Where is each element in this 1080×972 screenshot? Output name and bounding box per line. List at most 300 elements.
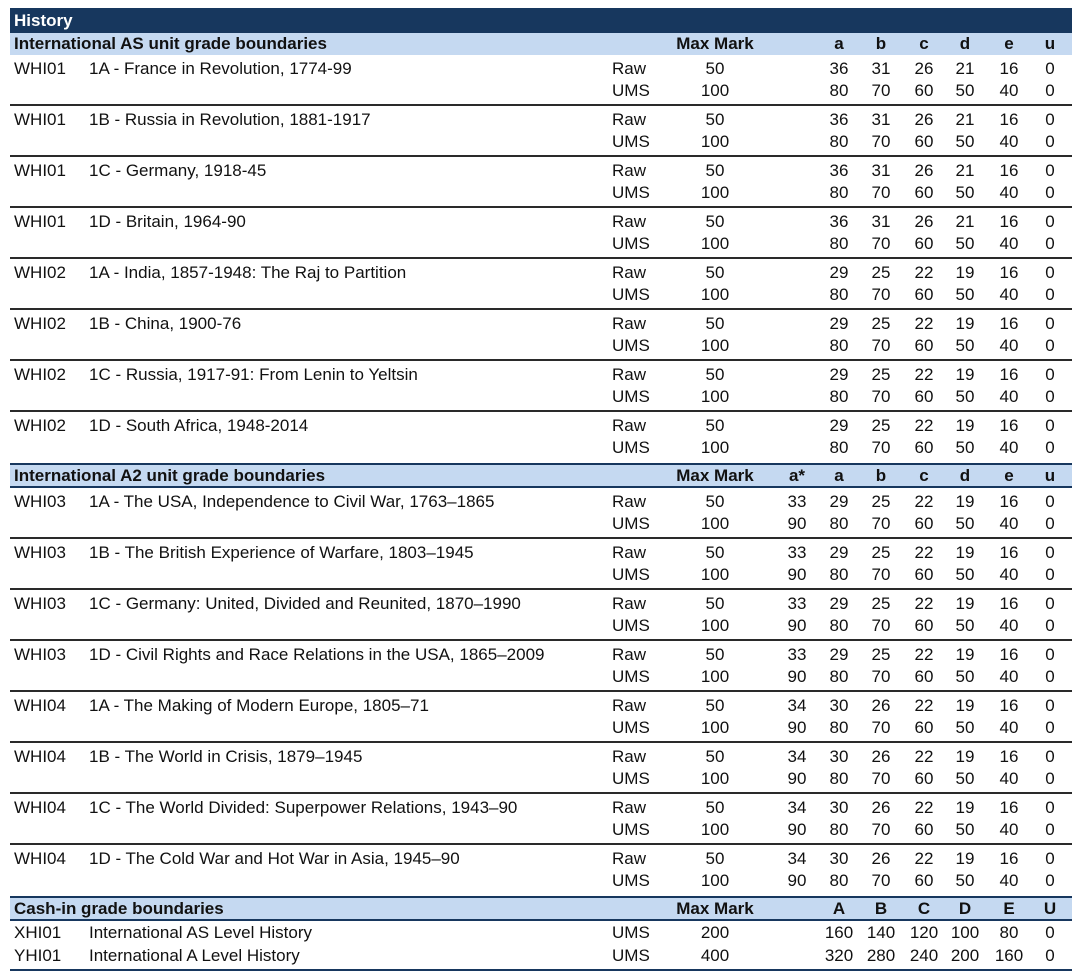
boundary-value: 0 <box>1045 667 1055 686</box>
mark-type: Raw <box>612 365 647 384</box>
boundary-value: 70 <box>871 132 891 151</box>
max-mark: 100 <box>700 234 730 253</box>
boundary-value: 31 <box>871 212 891 231</box>
boundary-value: 50 <box>955 336 975 355</box>
mark-type: UMS <box>612 565 650 584</box>
boundary-value: 19 <box>955 747 975 766</box>
raw-row <box>10 644 1072 666</box>
boundary-value: 31 <box>871 161 891 180</box>
cash-grade-heading: U <box>1043 899 1057 918</box>
a2-unit-list <box>10 488 1072 896</box>
boundary-value: 60 <box>914 183 934 202</box>
boundary-value: 50 <box>955 285 975 304</box>
raw-row <box>10 542 1072 564</box>
cash-grade-heading: C <box>917 899 931 918</box>
boundary-value: 50 <box>955 565 975 584</box>
max-mark: 100 <box>700 183 730 202</box>
unit-row <box>10 590 1072 641</box>
boundary-value: 60 <box>914 565 934 584</box>
boundary-value: 70 <box>871 336 891 355</box>
boundary-value: 40 <box>999 132 1019 151</box>
max-mark: 50 <box>705 492 725 511</box>
boundary-value: 40 <box>999 234 1019 253</box>
boundary-value: 70 <box>871 234 891 253</box>
boundary-value: 26 <box>871 747 891 766</box>
boundary-value: 80 <box>829 387 849 406</box>
boundary-value: 26 <box>914 212 934 231</box>
max-mark: 50 <box>705 543 725 562</box>
max-mark: 50 <box>705 849 725 868</box>
boundary-value: 70 <box>871 667 891 686</box>
ums-row <box>10 335 1072 357</box>
as-grade-heading: u <box>1044 34 1056 53</box>
boundary-value: 40 <box>999 514 1019 533</box>
ums-row <box>10 233 1072 255</box>
raw-row <box>10 160 1072 182</box>
boundary-value: 29 <box>829 543 849 562</box>
boundary-value: 33 <box>787 594 807 613</box>
boundary-value: 0 <box>1045 492 1055 511</box>
boundary-value: 0 <box>1045 416 1055 435</box>
as-max-mark-heading: Max Mark <box>676 34 754 53</box>
boundary-value: 60 <box>914 387 934 406</box>
boundary-value: 0 <box>1045 565 1055 584</box>
unit-code: WHI04 <box>14 798 66 817</box>
boundary-value: 80 <box>999 923 1019 942</box>
boundary-value: 19 <box>955 416 975 435</box>
boundary-value: 19 <box>955 365 975 384</box>
boundary-value: 0 <box>1045 747 1055 766</box>
boundary-value: 16 <box>999 110 1019 129</box>
max-mark: 100 <box>700 514 730 533</box>
boundary-value: 0 <box>1045 59 1055 78</box>
boundary-value: 0 <box>1045 387 1055 406</box>
boundary-value: 31 <box>871 110 891 129</box>
boundary-value: 25 <box>871 645 891 664</box>
unit-title: 1B - China, 1900-76 <box>89 314 242 333</box>
ums-row <box>10 768 1072 790</box>
boundary-value: 34 <box>787 747 807 766</box>
max-mark: 100 <box>700 387 730 406</box>
boundary-value: 80 <box>829 769 849 788</box>
max-mark: 100 <box>700 285 730 304</box>
boundary-value: 19 <box>955 543 975 562</box>
boundary-value: 30 <box>829 696 849 715</box>
mark-type: UMS <box>612 616 650 635</box>
a2-grade-heading: a* <box>788 466 806 485</box>
unit-row <box>10 361 1072 412</box>
boundary-value: 0 <box>1045 543 1055 562</box>
unit-row <box>10 259 1072 310</box>
boundary-value: 280 <box>866 946 896 965</box>
cash-row-list <box>10 921 1072 967</box>
boundary-value: 16 <box>999 798 1019 817</box>
boundary-value: 16 <box>999 314 1019 333</box>
max-mark: 50 <box>705 696 725 715</box>
boundary-value: 19 <box>955 696 975 715</box>
unit-title: 1A - France in Revolution, 1774-99 <box>89 59 352 78</box>
unit-title: 1C - Russia, 1917-91: From Lenin to Yeltsin <box>89 365 418 384</box>
cash-grade-heading: A <box>832 899 846 918</box>
boundary-value: 100 <box>950 923 980 942</box>
unit-title: 1D - South Africa, 1948-2014 <box>89 416 309 435</box>
boundary-value: 60 <box>914 132 934 151</box>
mark-type: UMS <box>612 285 650 304</box>
mark-type: UMS <box>612 132 650 151</box>
boundary-value: 16 <box>999 849 1019 868</box>
subject-title: History <box>10 8 1072 33</box>
boundary-value: 200 <box>950 946 980 965</box>
boundary-value: 22 <box>914 747 934 766</box>
unit-code: WHI03 <box>14 645 66 664</box>
mark-type: UMS <box>612 923 650 942</box>
boundary-value: 16 <box>999 696 1019 715</box>
ums-row <box>10 564 1072 586</box>
boundary-value: 22 <box>914 543 934 562</box>
boundary-value: 50 <box>955 234 975 253</box>
a2-grade-heading: d <box>959 466 971 485</box>
boundary-value: 140 <box>866 923 896 942</box>
boundary-value: 70 <box>871 514 891 533</box>
boundary-value: 50 <box>955 616 975 635</box>
ums-row <box>10 819 1072 841</box>
unit-code: WHI01 <box>14 110 66 129</box>
boundary-value: 50 <box>955 769 975 788</box>
max-mark: 50 <box>705 314 725 333</box>
boundary-value: 70 <box>871 565 891 584</box>
boundary-value: 60 <box>914 285 934 304</box>
mark-type: Raw <box>612 314 647 333</box>
max-mark: 50 <box>705 212 725 231</box>
boundary-value: 36 <box>829 59 849 78</box>
raw-row <box>10 848 1072 870</box>
max-mark: 100 <box>700 820 730 839</box>
max-mark: 50 <box>705 747 725 766</box>
boundary-value: 0 <box>1045 314 1055 333</box>
boundary-value: 90 <box>787 820 807 839</box>
boundary-value: 80 <box>829 616 849 635</box>
unit-row <box>10 539 1072 590</box>
max-mark: 100 <box>700 769 730 788</box>
unit-row <box>10 208 1072 259</box>
unit-row <box>10 641 1072 692</box>
boundary-value: 90 <box>787 616 807 635</box>
unit-row <box>10 55 1072 106</box>
boundary-value: 40 <box>999 871 1019 890</box>
boundary-value: 16 <box>999 747 1019 766</box>
boundary-value: 29 <box>829 365 849 384</box>
a2-section-header <box>10 463 1072 488</box>
boundary-value: 26 <box>914 59 934 78</box>
boundary-value: 19 <box>955 263 975 282</box>
unit-code: WHI03 <box>14 492 66 511</box>
unit-title: 1C - The World Divided: Superpower Relations, 1943–90 <box>89 798 518 817</box>
cash-grade-heading: E <box>1003 899 1015 918</box>
unit-row <box>10 106 1072 157</box>
boundary-value: 0 <box>1045 161 1055 180</box>
ums-row <box>10 386 1072 408</box>
as-grade-heading: b <box>875 34 887 53</box>
boundary-value: 50 <box>955 514 975 533</box>
boundary-value: 21 <box>955 212 975 231</box>
unit-code: WHI02 <box>14 365 66 384</box>
boundary-value: 80 <box>829 514 849 533</box>
max-mark: 200 <box>700 923 730 942</box>
boundary-value: 22 <box>914 849 934 868</box>
unit-code: WHI02 <box>14 263 66 282</box>
table-bottom-rule <box>10 969 1072 971</box>
boundary-value: 50 <box>955 387 975 406</box>
raw-row <box>10 695 1072 717</box>
boundary-value: 60 <box>914 81 934 100</box>
boundary-value: 40 <box>999 285 1019 304</box>
boundary-value: 26 <box>914 110 934 129</box>
boundary-value: 16 <box>999 365 1019 384</box>
boundary-value: 0 <box>1045 212 1055 231</box>
mark-type: Raw <box>612 747 647 766</box>
boundary-value: 80 <box>829 871 849 890</box>
boundary-value: 40 <box>999 183 1019 202</box>
unit-code: WHI01 <box>14 212 66 231</box>
boundary-value: 80 <box>829 336 849 355</box>
boundary-value: 0 <box>1045 718 1055 737</box>
boundary-value: 70 <box>871 871 891 890</box>
boundary-value: 0 <box>1045 234 1055 253</box>
boundary-value: 25 <box>871 492 891 511</box>
boundary-value: 90 <box>787 871 807 890</box>
mark-type: UMS <box>612 514 650 533</box>
a2-section-heading: International A2 unit grade boundaries <box>14 466 326 485</box>
raw-row <box>10 313 1072 335</box>
boundary-value: 40 <box>999 616 1019 635</box>
max-mark: 100 <box>700 616 730 635</box>
boundary-value: 70 <box>871 183 891 202</box>
boundary-value: 25 <box>871 594 891 613</box>
boundary-value: 0 <box>1045 769 1055 788</box>
max-mark: 50 <box>705 263 725 282</box>
mark-type: UMS <box>612 718 650 737</box>
boundary-value: 25 <box>871 314 891 333</box>
unit-code: WHI03 <box>14 594 66 613</box>
as-grade-heading: e <box>1004 34 1014 53</box>
boundary-value: 50 <box>955 718 975 737</box>
boundary-value: 0 <box>1045 285 1055 304</box>
boundary-value: 0 <box>1045 616 1055 635</box>
boundary-value: 16 <box>999 161 1019 180</box>
boundary-value: 29 <box>829 416 849 435</box>
boundary-value: 70 <box>871 616 891 635</box>
mark-type: Raw <box>612 161 647 180</box>
boundary-value: 30 <box>829 849 849 868</box>
unit-row <box>10 157 1072 208</box>
cash-grade-heading: B <box>874 899 888 918</box>
boundary-value: 70 <box>871 769 891 788</box>
raw-row <box>10 746 1072 768</box>
boundary-value: 70 <box>871 438 891 457</box>
boundary-value: 26 <box>871 849 891 868</box>
boundary-value: 120 <box>909 923 939 942</box>
boundary-value: 19 <box>955 645 975 664</box>
raw-row <box>10 109 1072 131</box>
raw-row <box>10 262 1072 284</box>
boundary-value: 60 <box>914 667 934 686</box>
as-grade-heading: d <box>959 34 971 53</box>
max-mark: 50 <box>705 110 725 129</box>
unit-code: WHI02 <box>14 314 66 333</box>
boundary-value: 30 <box>829 747 849 766</box>
unit-row <box>10 310 1072 361</box>
boundary-value: 80 <box>829 667 849 686</box>
boundary-value: 33 <box>787 543 807 562</box>
qualification-code: XHI01 <box>14 923 62 942</box>
boundary-value: 33 <box>787 645 807 664</box>
qualification-title: International AS Level History <box>89 923 313 942</box>
max-mark: 100 <box>700 438 730 457</box>
boundary-value: 0 <box>1045 820 1055 839</box>
mark-type: Raw <box>612 798 647 817</box>
mark-type: Raw <box>612 645 647 664</box>
mark-type: Raw <box>612 59 647 78</box>
as-grade-heading: a <box>834 34 844 53</box>
boundary-value: 0 <box>1045 183 1055 202</box>
boundary-value: 25 <box>871 416 891 435</box>
mark-type: Raw <box>612 492 647 511</box>
mark-type: Raw <box>612 543 647 562</box>
raw-row <box>10 491 1072 513</box>
grade-boundaries-table <box>10 8 1072 971</box>
boundary-value: 16 <box>999 543 1019 562</box>
boundary-value: 40 <box>999 820 1019 839</box>
boundary-value: 22 <box>914 645 934 664</box>
unit-code: WHI02 <box>14 416 66 435</box>
a2-grade-heading: e <box>1004 466 1014 485</box>
unit-code: WHI03 <box>14 543 66 562</box>
boundary-value: 70 <box>871 81 891 100</box>
unit-code: WHI04 <box>14 696 66 715</box>
mark-type: Raw <box>612 212 647 231</box>
unit-title: 1C - Germany: United, Divided and Reunited, 1870–1990 <box>89 594 521 613</box>
boundary-value: 40 <box>999 667 1019 686</box>
boundary-value: 50 <box>955 820 975 839</box>
unit-title: 1A - India, 1857-1948: The Raj to Partition <box>89 263 407 282</box>
boundary-value: 22 <box>914 492 934 511</box>
unit-code: WHI01 <box>14 59 66 78</box>
boundary-value: 22 <box>914 696 934 715</box>
boundary-value: 80 <box>829 234 849 253</box>
max-mark: 50 <box>705 798 725 817</box>
cash-row <box>10 944 1072 967</box>
boundary-value: 50 <box>955 81 975 100</box>
as-unit-list <box>10 55 1072 463</box>
boundary-value: 70 <box>871 387 891 406</box>
boundary-value: 60 <box>914 336 934 355</box>
boundary-value: 16 <box>999 212 1019 231</box>
max-mark: 100 <box>700 871 730 890</box>
unit-row <box>10 845 1072 896</box>
a2-grade-heading: b <box>875 466 887 485</box>
boundary-value: 60 <box>914 514 934 533</box>
boundary-value: 160 <box>824 923 854 942</box>
mark-type: UMS <box>612 234 650 253</box>
max-mark: 50 <box>705 594 725 613</box>
boundary-value: 80 <box>829 820 849 839</box>
raw-row <box>10 797 1072 819</box>
boundary-value: 80 <box>829 285 849 304</box>
boundary-value: 40 <box>999 769 1019 788</box>
boundary-value: 70 <box>871 285 891 304</box>
cash-row <box>10 921 1072 944</box>
boundary-value: 22 <box>914 314 934 333</box>
unit-row <box>10 488 1072 539</box>
boundary-value: 60 <box>914 234 934 253</box>
boundary-value: 19 <box>955 849 975 868</box>
boundary-value: 26 <box>871 696 891 715</box>
max-mark: 400 <box>700 946 730 965</box>
ums-row <box>10 615 1072 637</box>
ums-row <box>10 284 1072 306</box>
boundary-value: 90 <box>787 769 807 788</box>
boundary-value: 16 <box>999 263 1019 282</box>
boundary-value: 80 <box>829 81 849 100</box>
boundary-value: 60 <box>914 616 934 635</box>
unit-row <box>10 743 1072 794</box>
boundary-value: 29 <box>829 594 849 613</box>
boundary-value: 29 <box>829 492 849 511</box>
boundary-value: 0 <box>1045 438 1055 457</box>
boundary-value: 90 <box>787 667 807 686</box>
boundary-value: 34 <box>787 849 807 868</box>
boundary-value: 16 <box>999 645 1019 664</box>
ums-row <box>10 513 1072 535</box>
unit-title: 1D - Britain, 1964-90 <box>89 212 246 231</box>
boundary-value: 29 <box>829 645 849 664</box>
boundary-value: 21 <box>955 110 975 129</box>
boundary-value: 25 <box>871 365 891 384</box>
raw-row <box>10 211 1072 233</box>
boundary-value: 80 <box>829 718 849 737</box>
boundary-value: 36 <box>829 161 849 180</box>
boundary-value: 60 <box>914 871 934 890</box>
unit-row <box>10 692 1072 743</box>
boundary-value: 0 <box>1045 696 1055 715</box>
max-mark: 50 <box>705 161 725 180</box>
boundary-value: 40 <box>999 336 1019 355</box>
max-mark: 50 <box>705 645 725 664</box>
mark-type: UMS <box>612 336 650 355</box>
boundary-value: 16 <box>999 594 1019 613</box>
boundary-value: 31 <box>871 59 891 78</box>
boundary-value: 25 <box>871 543 891 562</box>
unit-title: 1D - Civil Rights and Race Relations in the USA, 1865–2009 <box>89 645 545 664</box>
boundary-value: 16 <box>999 59 1019 78</box>
boundary-value: 0 <box>1045 923 1055 942</box>
mark-type: UMS <box>612 667 650 686</box>
unit-title: 1C - Germany, 1918-45 <box>89 161 267 180</box>
boundary-value: 0 <box>1045 871 1055 890</box>
mark-type: UMS <box>612 769 650 788</box>
a2-grade-heading: u <box>1044 466 1056 485</box>
max-mark: 100 <box>700 132 730 151</box>
mark-type: Raw <box>612 849 647 868</box>
mark-type: UMS <box>612 81 650 100</box>
boundary-value: 0 <box>1045 263 1055 282</box>
boundary-value: 40 <box>999 565 1019 584</box>
unit-title: 1B - Russia in Revolution, 1881-1917 <box>89 110 371 129</box>
unit-title: 1B - The British Experience of Warfare, 1803–1945 <box>89 543 474 562</box>
boundary-value: 19 <box>955 798 975 817</box>
boundary-value: 50 <box>955 438 975 457</box>
qualification-title: International A Level History <box>89 946 300 965</box>
